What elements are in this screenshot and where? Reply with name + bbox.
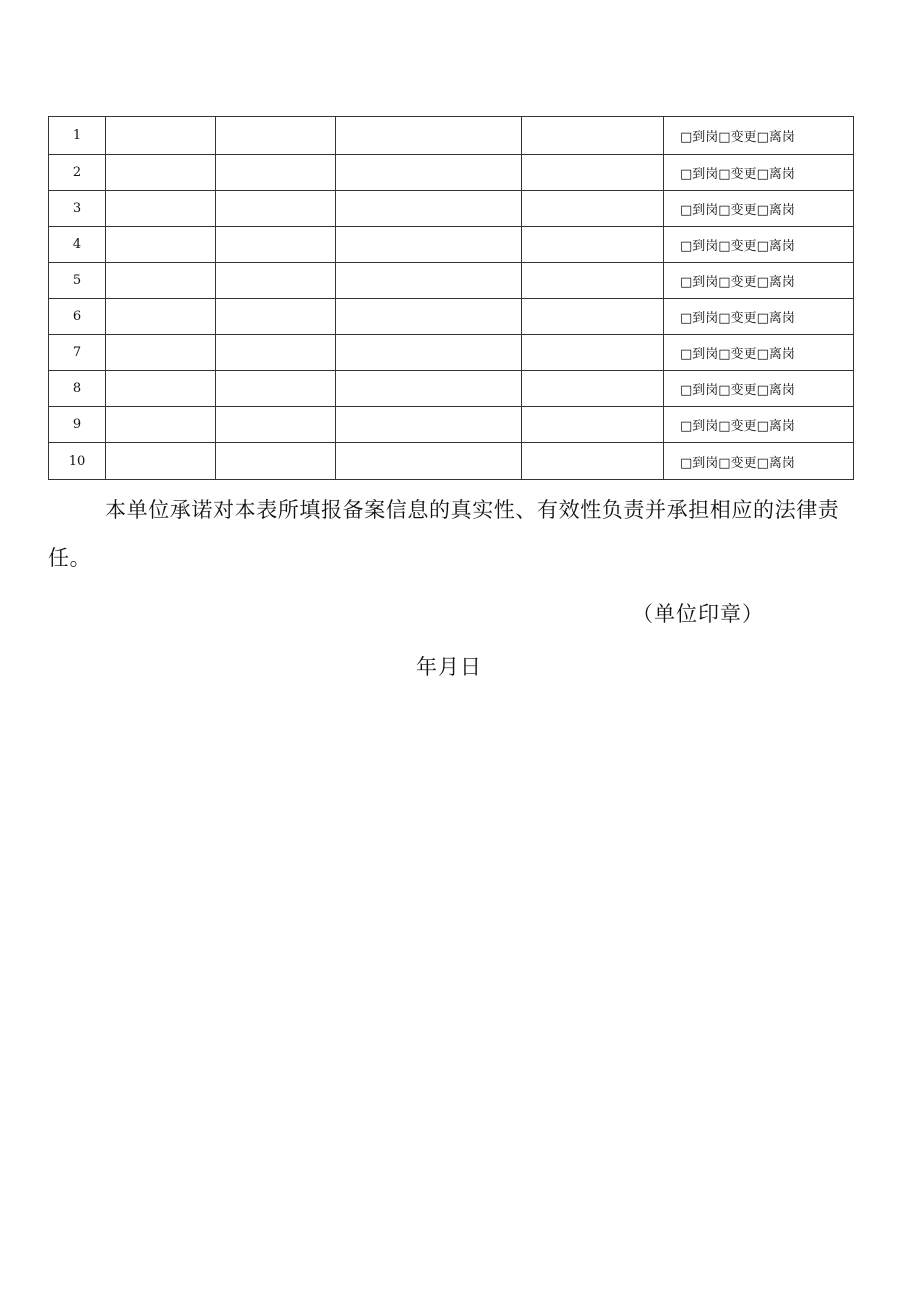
table-row <box>49 299 854 335</box>
blank-cell[interactable] <box>522 335 664 371</box>
row-number: 7 <box>49 335 106 371</box>
blank-cell[interactable] <box>216 117 336 155</box>
status-options[interactable]: □到岗□变更□离岗 <box>664 407 854 443</box>
blank-cell[interactable] <box>106 335 216 371</box>
blank-cell[interactable] <box>522 227 664 263</box>
blank-cell[interactable] <box>216 371 336 407</box>
blank-cell[interactable] <box>522 117 664 155</box>
blank-cell[interactable] <box>522 371 664 407</box>
unit-seal-label: （单位印章） <box>632 602 764 626</box>
table-row <box>49 443 854 480</box>
table-row <box>49 263 854 299</box>
blank-cell[interactable] <box>106 371 216 407</box>
status-options[interactable]: □到岗□变更□离岗 <box>664 443 854 480</box>
table-row <box>49 227 854 263</box>
blank-cell[interactable] <box>106 443 216 480</box>
blank-cell[interactable] <box>106 191 216 227</box>
status-options[interactable]: □到岗□变更□离岗 <box>664 227 854 263</box>
blank-cell[interactable] <box>216 263 336 299</box>
blank-cell[interactable] <box>522 263 664 299</box>
row-number: 4 <box>49 227 106 263</box>
blank-cell[interactable] <box>336 263 522 299</box>
table-row <box>49 117 854 155</box>
blank-cell[interactable] <box>106 263 216 299</box>
status-options[interactable]: □到岗□变更□离岗 <box>664 191 854 227</box>
table-row <box>49 155 854 191</box>
blank-cell[interactable] <box>216 299 336 335</box>
blank-cell[interactable] <box>106 227 216 263</box>
blank-cell[interactable] <box>336 227 522 263</box>
blank-cell[interactable] <box>336 335 522 371</box>
table-row <box>49 191 854 227</box>
blank-cell[interactable] <box>216 443 336 480</box>
row-number: 1 <box>49 117 106 155</box>
status-options[interactable]: □到岗□变更□离岗 <box>664 335 854 371</box>
blank-cell[interactable] <box>106 299 216 335</box>
registration-table <box>48 116 854 480</box>
status-options[interactable]: □到岗□变更□离岗 <box>664 263 854 299</box>
row-number: 9 <box>49 407 106 443</box>
row-number: 3 <box>49 191 106 227</box>
status-options[interactable]: □到岗□变更□离岗 <box>664 299 854 335</box>
table-row <box>49 335 854 371</box>
table-row <box>49 407 854 443</box>
blank-cell[interactable] <box>336 299 522 335</box>
blank-cell[interactable] <box>522 407 664 443</box>
row-number: 5 <box>49 263 106 299</box>
row-number: 6 <box>49 299 106 335</box>
blank-cell[interactable] <box>522 443 664 480</box>
blank-cell[interactable] <box>216 335 336 371</box>
blank-cell[interactable] <box>216 191 336 227</box>
blank-cell[interactable] <box>216 407 336 443</box>
row-number: 10 <box>49 443 106 480</box>
blank-cell[interactable] <box>336 155 522 191</box>
status-options[interactable]: □到岗□变更□离岗 <box>664 155 854 191</box>
blank-cell[interactable] <box>336 407 522 443</box>
status-options[interactable]: □到岗□变更□离岗 <box>664 117 854 155</box>
blank-cell[interactable] <box>522 299 664 335</box>
blank-cell[interactable] <box>336 371 522 407</box>
row-number: 8 <box>49 371 106 407</box>
blank-cell[interactable] <box>522 191 664 227</box>
pledge-paragraph: 本单位承诺对本表所填报备案信息的真实性、有效性负责并承担相应的法律责任。 <box>48 498 840 570</box>
table-row <box>49 371 854 407</box>
blank-cell[interactable] <box>106 155 216 191</box>
blank-cell[interactable] <box>216 155 336 191</box>
blank-cell[interactable] <box>336 191 522 227</box>
blank-cell[interactable] <box>336 117 522 155</box>
blank-cell[interactable] <box>336 443 522 480</box>
row-number: 2 <box>49 155 106 191</box>
status-options[interactable]: □到岗□变更□离岗 <box>664 371 854 407</box>
blank-cell[interactable] <box>106 407 216 443</box>
blank-cell[interactable] <box>106 117 216 155</box>
blank-cell[interactable] <box>216 227 336 263</box>
blank-cell[interactable] <box>522 155 664 191</box>
date-line: 年月日 <box>416 655 482 679</box>
